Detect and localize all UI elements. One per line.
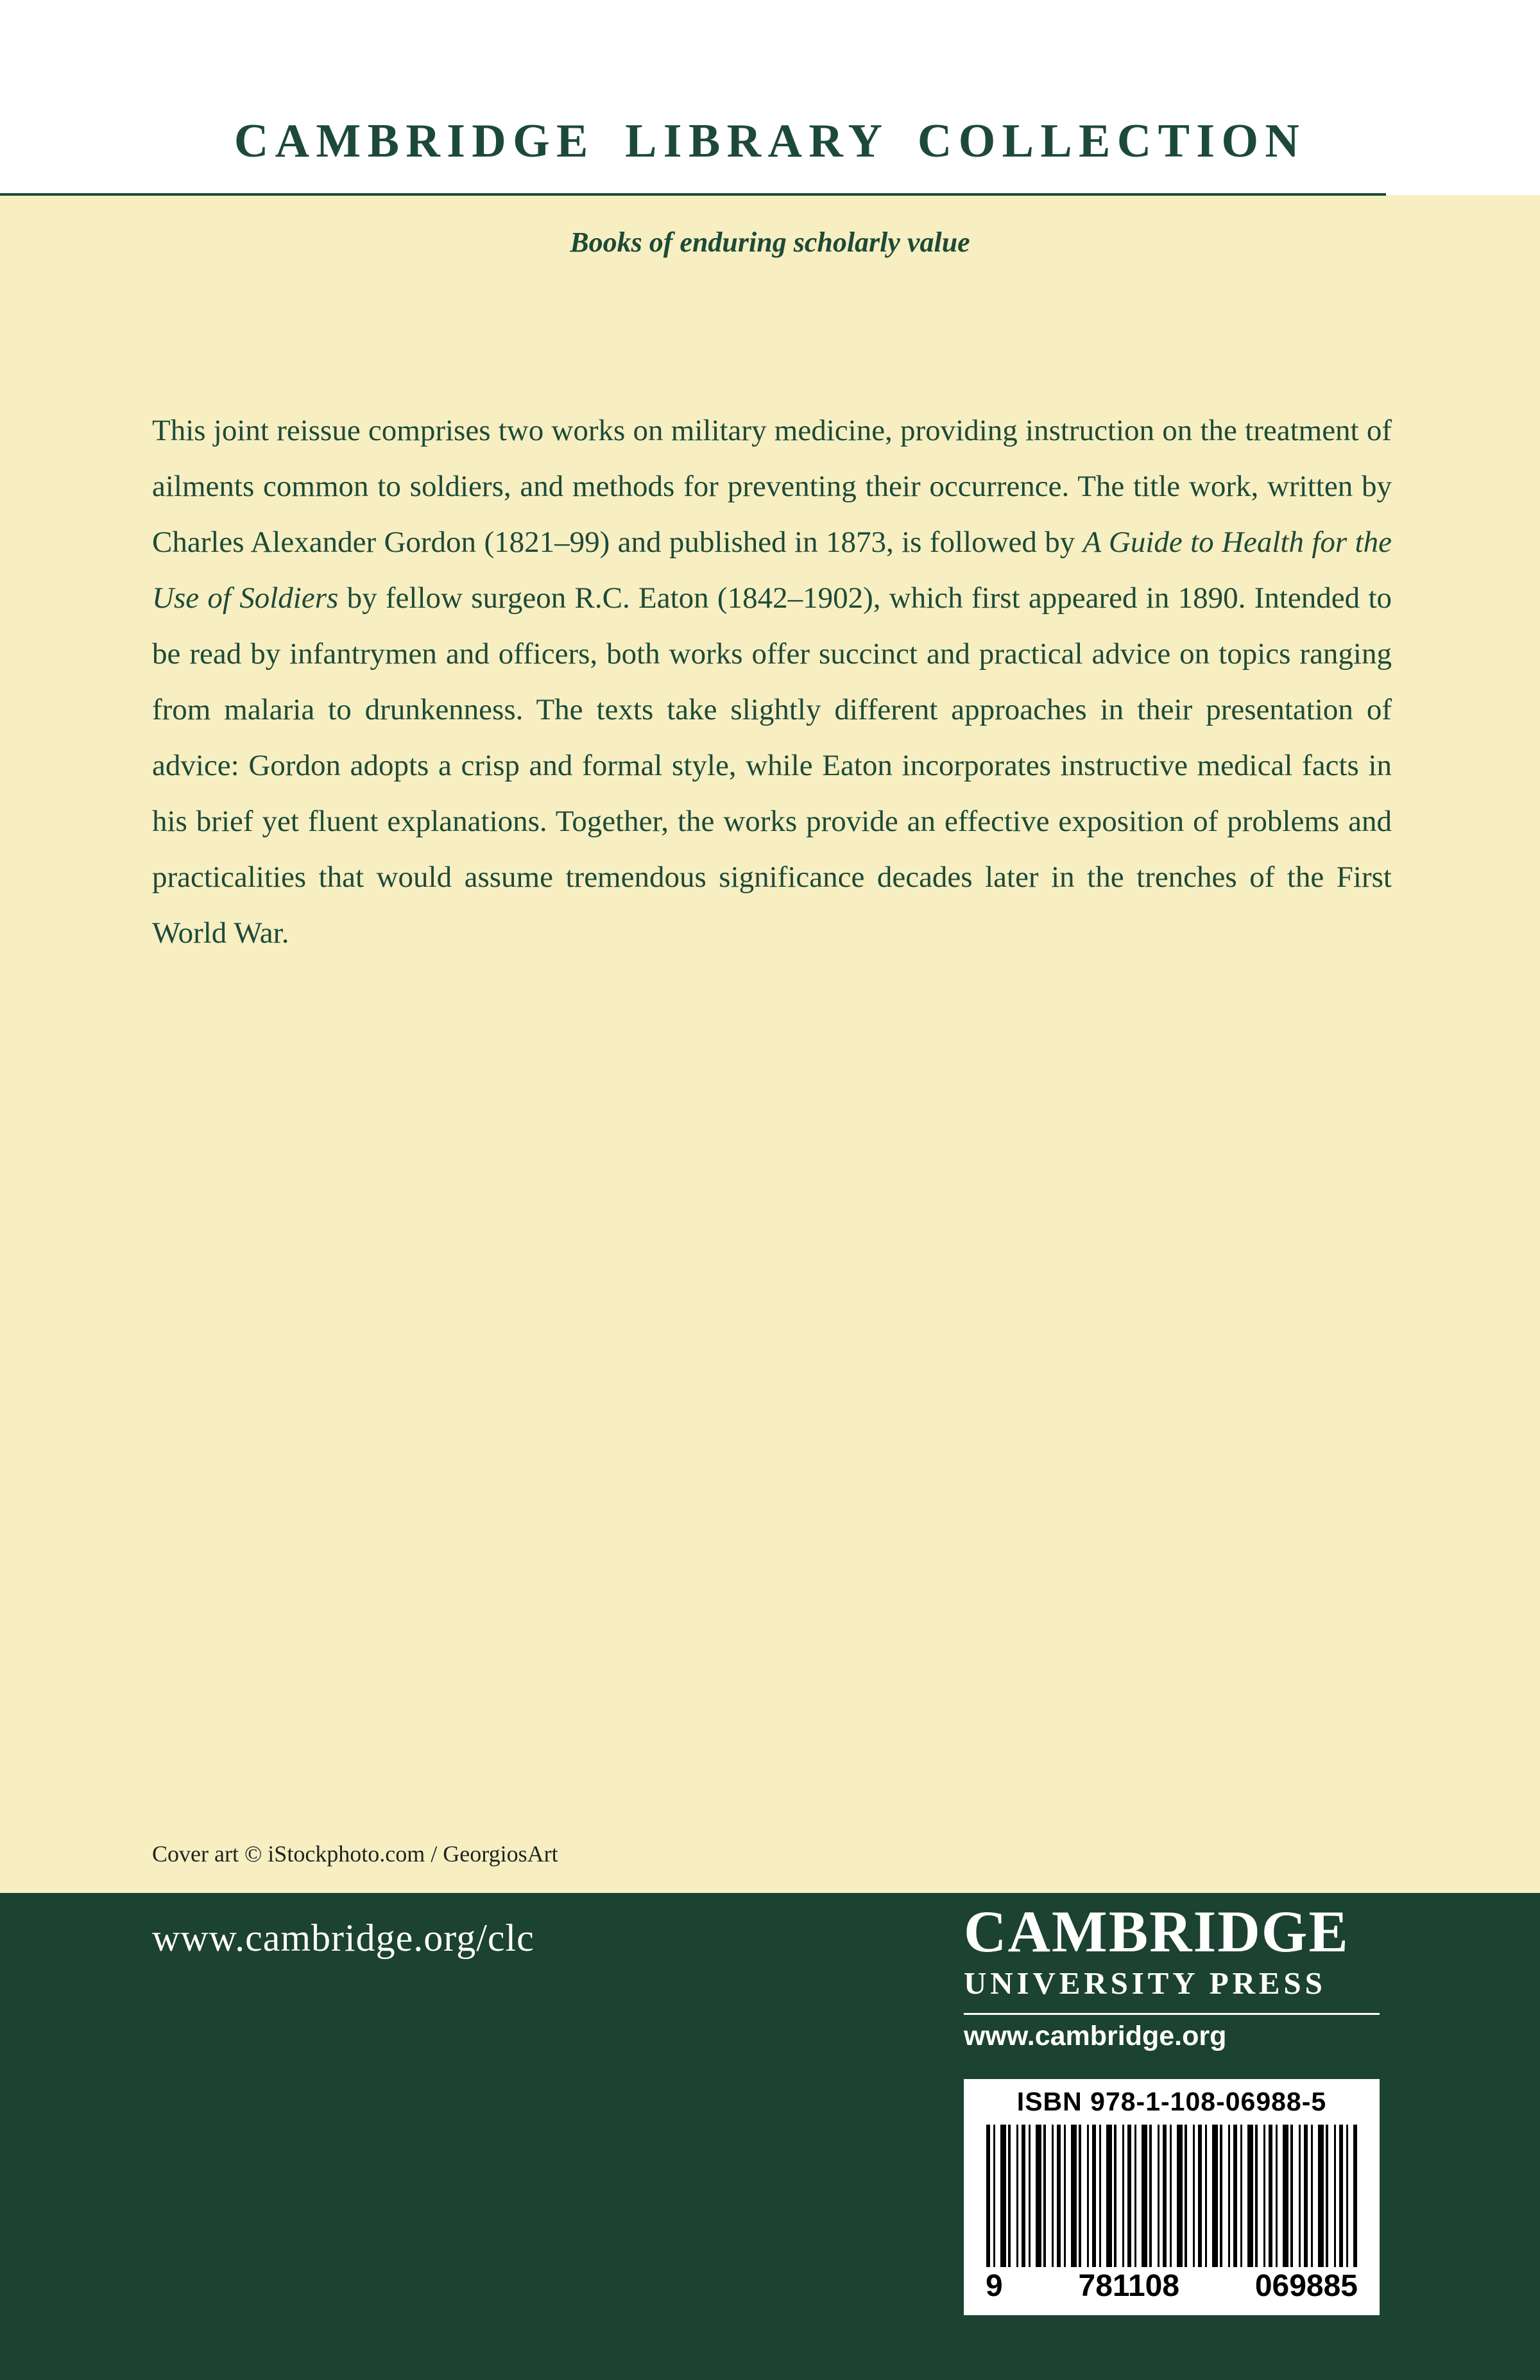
- barcode-digit-group: 781108: [1078, 2269, 1180, 2303]
- publisher-url: www.cambridge.org: [964, 2021, 1227, 2051]
- description-text-after-title: by fellow surgeon R.C. Eaton (1842–1902), which first appeared in 1890. Intended to be read by infantrymen and officers, both works offer succinct and practical advice on topics ranging from malaria to drunkenness. The texts take slightly different approaches in their presentation of advice: Gordon adopts a crisp and formal style, while Eaton incorporates instructive medical facts in his brief yet fluent explanations. Together, the works provide an effective exposition of problems and practicalities that would assume tremendous significance decades later in the trenches of the First World War.: [152, 581, 1392, 950]
- header-divider: [0, 193, 1386, 196]
- description-text-before-title: This joint reissue comprises two works on military medicine, providing instruction on the treatment of ailments common to soldiers, and methods for preventing their occurrence. The title work, written by Charles Alexander Gordon (1821–99) and published in 1873, is followed by: [152, 414, 1392, 559]
- collection-url: www.cambridge.org/clc: [152, 1917, 535, 1959]
- collection-title: CAMBRIDGE LIBRARY COLLECTION: [234, 115, 1306, 167]
- barcode-bars: [986, 2125, 1357, 2267]
- publisher-name: CAMBRIDGE: [964, 1899, 1349, 1964]
- barcode-digit-group: 9: [986, 2269, 1003, 2303]
- companion-work-title: A Guide to Health for the Use of Soldiers: [152, 526, 1392, 615]
- barcode-digits: [964, 2271, 1380, 2302]
- publisher-divider: [964, 2013, 1380, 2015]
- barcode-digit-group: 069885: [1254, 2269, 1358, 2303]
- book-description: [152, 403, 1392, 961]
- cover-art-credit: Cover art © iStockphoto.com / GeorgiosArt: [152, 1841, 558, 1867]
- collection-tagline: Books of enduring scholarly value: [570, 227, 970, 258]
- footer-band: [0, 1893, 1540, 2380]
- publisher-logo-block: [964, 1899, 1380, 2051]
- isbn-barcode-box: [964, 2079, 1380, 2315]
- publisher-subtitle: UNIVERSITY PRESS: [964, 1965, 1326, 2001]
- isbn-label: ISBN 978-1-108-06988-5: [1016, 2087, 1327, 2116]
